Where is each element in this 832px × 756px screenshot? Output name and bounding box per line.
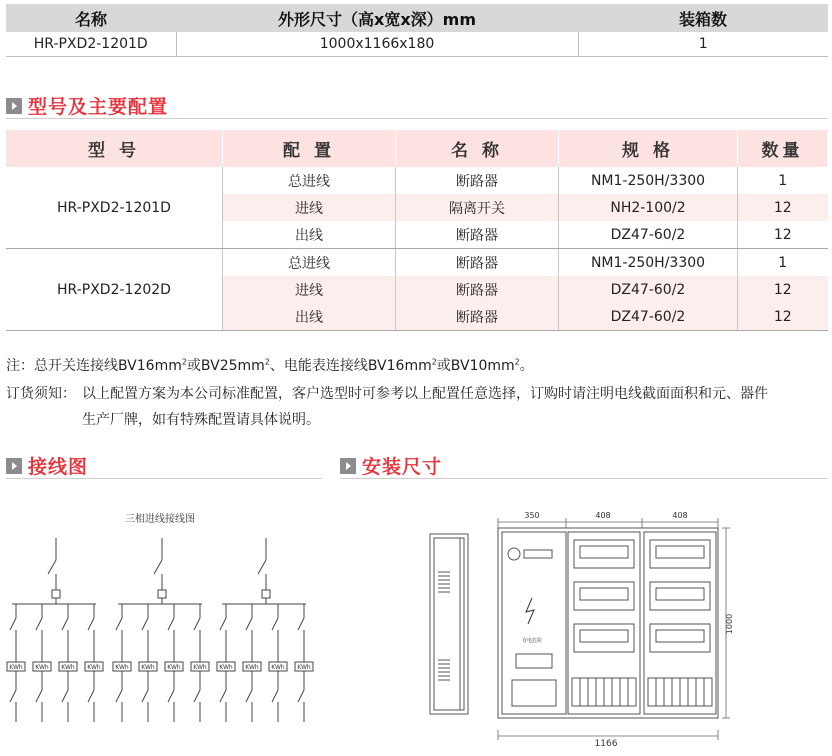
cell: 12 <box>738 276 828 303</box>
arrow-icon <box>6 98 22 114</box>
divider <box>6 478 322 479</box>
spec-header-name: 名称 <box>6 4 176 32</box>
branch-switch-blade <box>168 690 174 702</box>
spec-header-size: 外形尺寸（高x宽x深）mm <box>176 4 578 32</box>
config-section-title: 型号及主要配置 <box>28 96 169 118</box>
branch-switch-blade <box>36 618 42 630</box>
main-breaker <box>262 590 270 598</box>
main-switch-blade <box>154 560 162 574</box>
arrow-icon <box>6 458 22 474</box>
branch-switch-blade <box>246 690 252 702</box>
vent-top <box>438 572 450 592</box>
install-section-heading <box>340 452 442 479</box>
branch-switch-blade <box>220 618 226 630</box>
kwh-meter-label: KWh <box>115 664 129 671</box>
branch-switch-blade <box>272 618 278 630</box>
branch-switch-blade <box>246 618 252 630</box>
note-line <box>6 355 534 375</box>
kwh-meter-label: KWh <box>219 664 233 671</box>
cell: NH2-100/2 <box>559 194 738 221</box>
wiring-caption: 三相进线接线图 <box>125 514 195 525</box>
note-text-4: 或BV10mm <box>436 358 515 374</box>
branch-switch-blade <box>116 618 122 630</box>
branch-switch-blade <box>36 690 42 702</box>
branch-switch-blade <box>168 618 174 630</box>
cell: 隔离开关 <box>396 194 559 221</box>
group2-model: HR-PXD2-1202D <box>6 249 223 331</box>
note-text-3: 、电能表连接线BV16mm <box>269 358 432 374</box>
kwh-meter-label: KWh <box>35 664 49 671</box>
config-header-spec: 规 格 <box>559 130 738 167</box>
wiring-section-title: 接线图 <box>28 456 89 478</box>
branch-switch-blade <box>194 690 200 702</box>
config-section-heading <box>6 92 168 119</box>
main-breaker <box>52 590 60 598</box>
arrow-icon <box>340 458 356 474</box>
kwh-meter-label: KWh <box>167 664 181 671</box>
spec-row <box>6 32 828 57</box>
cell: 1 <box>778 172 788 189</box>
dim-408-a: 408 <box>595 511 611 520</box>
main-breaker <box>158 590 166 598</box>
side-view <box>430 534 468 714</box>
kwh-meter-label: KWh <box>271 664 285 671</box>
cell: 12 <box>738 303 828 331</box>
dimension-lines <box>498 518 730 740</box>
cell: 总进线 <box>223 249 396 277</box>
spec-header-row <box>6 4 828 32</box>
cell: 断路器 <box>396 249 559 277</box>
kwh-meter-label: KWh <box>245 664 259 671</box>
branch-switch-blade <box>10 618 16 630</box>
note-sup-4: 2 <box>514 357 520 367</box>
branch-switch-blade <box>62 618 68 630</box>
wiring-section-heading <box>6 452 88 479</box>
note-text-5: 。 <box>519 358 534 374</box>
branch-switch-blade <box>88 690 94 702</box>
config-table <box>6 130 828 331</box>
cell: 12 <box>738 194 828 221</box>
divider <box>340 478 828 479</box>
cell: 总进线 <box>223 167 396 194</box>
order-line-1: 以上配置方案为本公司标准配置，客户选型时可参考以上配置任意选择，订购时请注明电线截面面积和元、器件 <box>82 386 768 402</box>
branch-switch-blade <box>10 690 16 702</box>
cell: DZ47-60/2 <box>559 221 738 249</box>
install-drawing <box>420 500 760 756</box>
cell: 断路器 <box>396 276 559 303</box>
cell: DZ47-60/2 <box>559 303 738 331</box>
spec-model: HR-PXD2-1201D <box>6 32 176 57</box>
wiring-diagram <box>0 500 330 756</box>
branch-switch-blade <box>88 618 94 630</box>
panel-warning-label: 有电危险 <box>521 638 543 644</box>
front-view <box>498 528 718 718</box>
kwh-meter-label: KWh <box>141 664 155 671</box>
branch-switch-blade <box>142 690 148 702</box>
dim-height: 1000 <box>725 613 734 635</box>
cell: NM1-250H/3300 <box>559 249 738 277</box>
dim-408-b: 408 <box>672 511 688 520</box>
branch-switch-blade <box>116 690 122 702</box>
branch-switch-blade <box>220 690 226 702</box>
branch-switch-blade <box>298 690 304 702</box>
dim-width: 1166 <box>594 739 618 749</box>
note-text-1: 注：总开关连接线BV16mm <box>6 358 182 374</box>
spec-header-qty: 装箱数 <box>578 4 828 32</box>
order-line-2: 生产厂牌，如有特殊配置请具体说明。 <box>82 412 320 428</box>
note-text-2: 或BV25mm <box>186 358 265 374</box>
main-switch-blade <box>258 560 266 574</box>
cell: 进线 <box>223 194 396 221</box>
cell: 出线 <box>223 303 396 331</box>
config-header-config: 配 置 <box>223 130 396 167</box>
cell: 1 <box>778 254 788 271</box>
table-row <box>6 249 828 277</box>
cell: 断路器 <box>396 303 559 331</box>
note-sup-3: 2 <box>431 357 437 367</box>
main-switch-blade <box>48 560 56 574</box>
cell: DZ47-60/2 <box>559 276 738 303</box>
branch-switch-blade <box>62 690 68 702</box>
note-sup-2: 2 <box>264 357 270 367</box>
branch-switch-blade <box>298 618 304 630</box>
spec-size: 1000x1166x180 <box>176 32 578 57</box>
wiring-units <box>7 538 313 722</box>
cell: 断路器 <box>396 167 559 194</box>
table-row <box>6 167 828 194</box>
cell: 断路器 <box>396 221 559 249</box>
config-header-row <box>6 130 828 167</box>
kwh-meter-label: KWh <box>193 664 207 671</box>
order-label: 订货须知： <box>6 386 76 402</box>
dim-350: 350 <box>524 511 540 520</box>
group1-model: HR-PXD2-1201D <box>6 167 223 249</box>
cell: 进线 <box>223 276 396 303</box>
config-header-name: 名 称 <box>396 130 559 167</box>
cell: 12 <box>738 221 828 249</box>
config-header-qty: 数量 <box>738 130 828 167</box>
spec-qty: 1 <box>578 32 828 57</box>
spec-table <box>6 4 828 57</box>
kwh-meter-label: KWh <box>61 664 75 671</box>
branch-switch-blade <box>272 690 278 702</box>
kwh-meter-label: KWh <box>87 664 101 671</box>
install-section-title: 安装尺寸 <box>362 456 443 478</box>
branch-switch-blade <box>194 618 200 630</box>
note-sup-1: 2 <box>181 357 187 367</box>
vent-bottom <box>438 660 450 680</box>
branch-switch-blade <box>142 618 148 630</box>
divider <box>6 118 828 119</box>
cell: 出线 <box>223 221 396 249</box>
kwh-meter-label: KWh <box>297 664 311 671</box>
config-header-model: 型 号 <box>6 130 223 167</box>
cell: NM1-250H/3300 <box>559 167 738 194</box>
kwh-meter-label: KWh <box>9 664 23 671</box>
